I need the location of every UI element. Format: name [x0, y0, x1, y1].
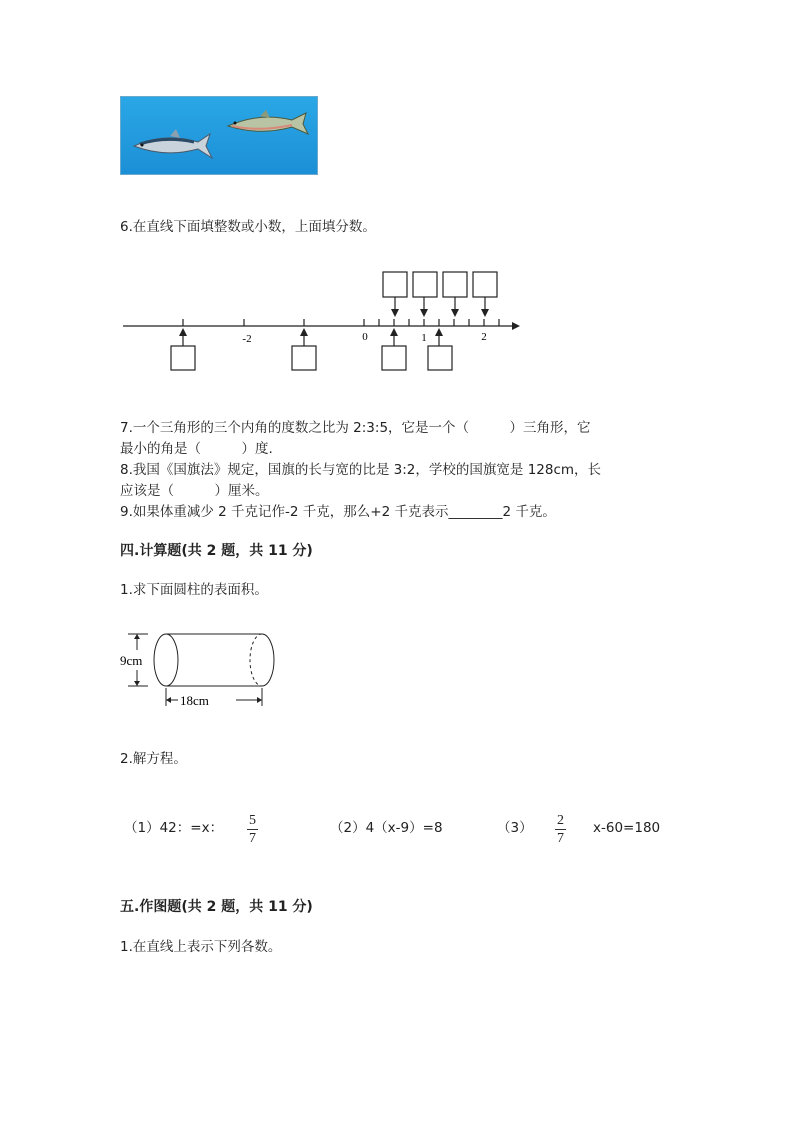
fraction-numerator: 5: [249, 813, 256, 828]
cylinder-diagram: [118, 628, 283, 713]
equation-1-fraction: [247, 813, 258, 846]
equation-3-suffix: x-60=180: [593, 820, 661, 836]
fish-image: [120, 96, 318, 175]
question-7-line1: 7.一个三角形的三个内角的度数之比为 2:3:5，它是一个（ ）三角形，它: [120, 420, 591, 436]
answer-box-bottom-4[interactable]: [428, 346, 452, 370]
answer-box-top-4[interactable]: [473, 272, 497, 297]
section-4-title: 四.计算题(共 2 题，共 11 分): [120, 543, 313, 559]
height-label: 9cm: [120, 653, 143, 668]
fraction-denominator: 7: [557, 831, 564, 846]
question-7-line2: 最小的角是（ ）度.: [120, 441, 273, 457]
calc-question-1: 1.求下面圆柱的表面积。: [120, 582, 268, 598]
equation-2: （2）4（x-9）=8: [330, 820, 443, 836]
answer-box-top-1[interactable]: [383, 272, 407, 297]
answer-box-top-3[interactable]: [443, 272, 467, 297]
question-6: 6.在直线下面填整数或小数，上面填分数。: [120, 219, 376, 235]
equation-3-fraction: [555, 813, 566, 846]
number-line: [120, 268, 530, 378]
tick-label-2: 2: [481, 331, 487, 343]
length-label: 18cm: [180, 693, 209, 708]
answer-box-bottom-1[interactable]: [171, 346, 195, 370]
fraction-numerator: 2: [557, 813, 564, 828]
question-8-line2: 应该是（ ）厘米。: [120, 483, 269, 499]
calc-question-2: 2.解方程。: [120, 751, 187, 767]
equation-3-prefix: （3）: [497, 820, 533, 836]
fraction-denominator: 7: [249, 831, 256, 846]
tick-label-1: 1: [421, 332, 427, 344]
tick-label-minus2: -2: [242, 333, 252, 345]
answer-box-bottom-2[interactable]: [292, 346, 316, 370]
section-5-title: 五.作图题(共 2 题，共 11 分): [120, 899, 313, 915]
draw-question-1: 1.在直线上表示下列各数。: [120, 939, 282, 955]
tick-label-0: 0: [362, 331, 368, 343]
answer-box-top-2[interactable]: [413, 272, 437, 297]
question-9: 9.如果体重减少 2 千克记作-2 千克，那么+2 千克表示________2 千克。: [120, 504, 556, 520]
answer-box-bottom-3[interactable]: [382, 346, 406, 370]
question-8-line1: 8.我国《国旗法》规定，国旗的长与宽的比是 3:2，学校的国旗宽是 128cm，长: [120, 462, 602, 478]
equation-1-prefix: （1）42：=x：: [124, 820, 224, 836]
